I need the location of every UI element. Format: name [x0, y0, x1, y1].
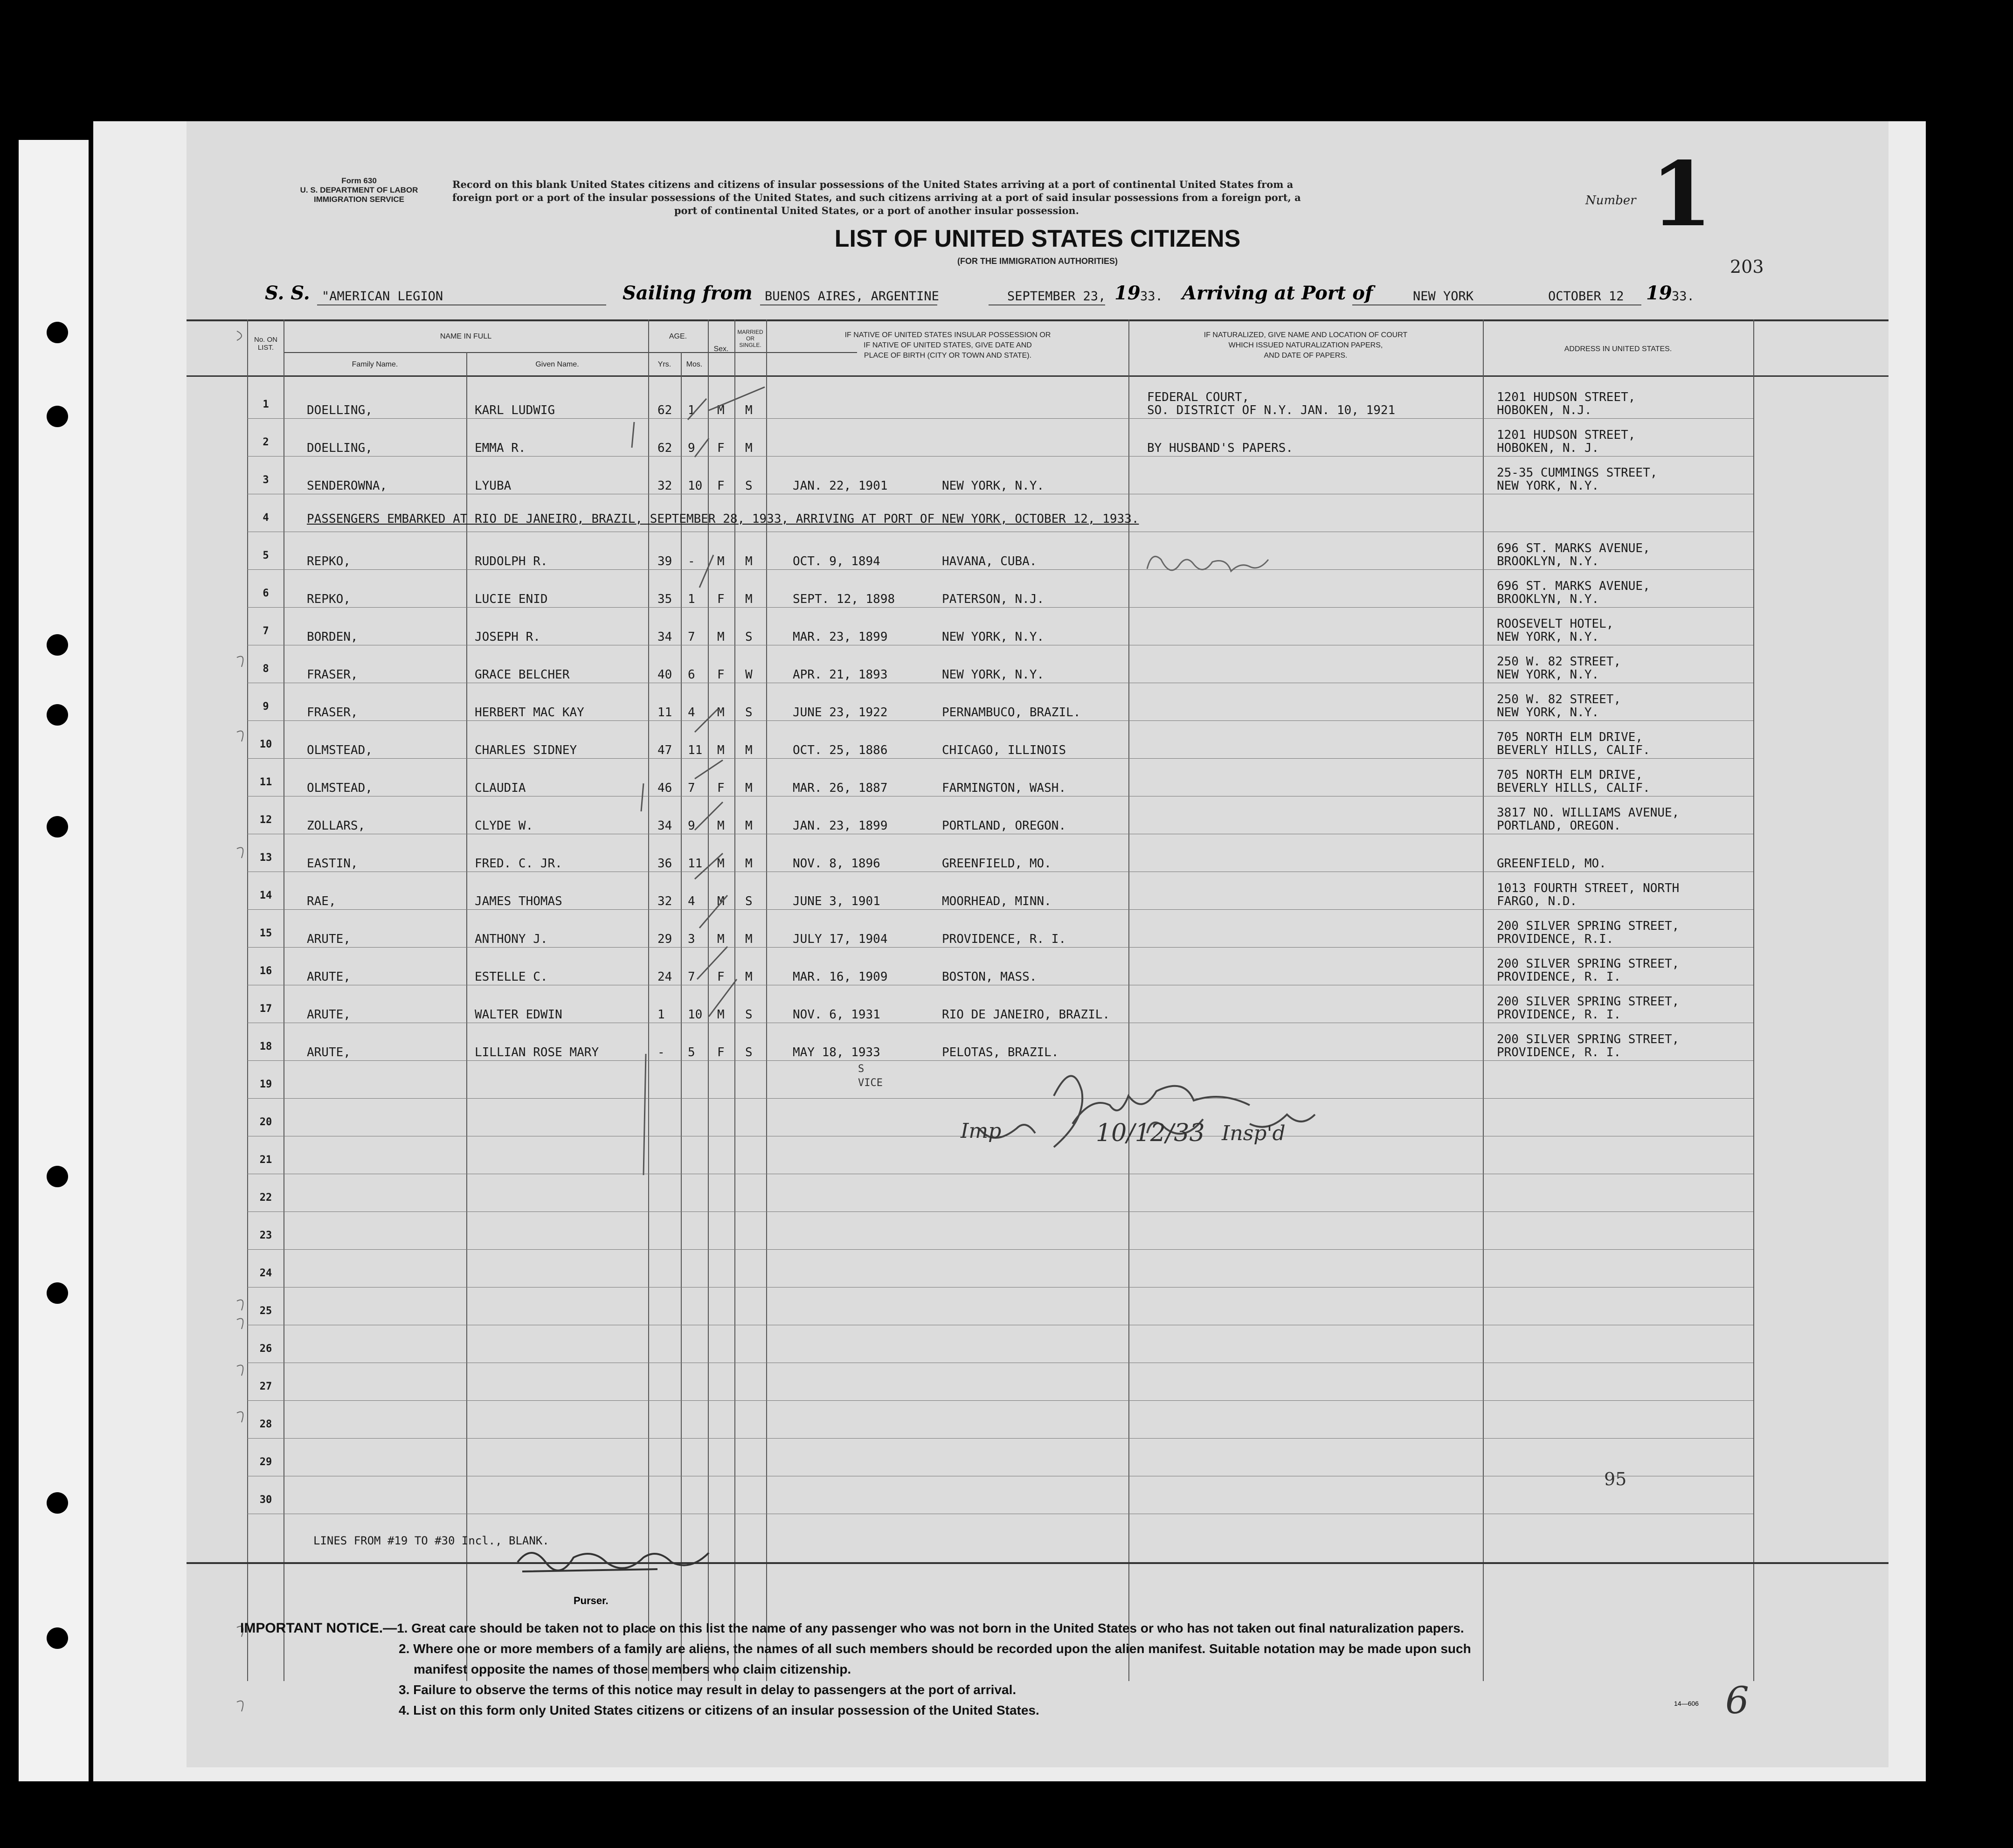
age-months-cell: 10: [688, 1008, 703, 1022]
age-months-cell: 9: [688, 441, 695, 455]
header-nat-line-2: WHICH ISSUED NATURALIZATION PAPERS,: [1228, 341, 1383, 349]
birth-date-cell: MAR. 23, 1899: [793, 630, 888, 644]
address-line-2-cell: PROVIDENCE, R. I.: [1497, 1008, 1621, 1022]
marital-status-cell: S: [745, 479, 753, 493]
address-line-1-cell: 1201 HUDSON STREET,: [1497, 390, 1636, 404]
header-nat-line-3: AND DATE OF PAPERS.: [1264, 352, 1348, 360]
age-years-cell: 34: [657, 630, 672, 644]
header-birth-line-1: IF NATIVE OF UNITED STATES INSULAR POSSESSION OR: [844, 331, 1051, 339]
given-name-cell: LYUBA: [475, 479, 512, 493]
page-ref: 203: [1730, 256, 1764, 277]
sail-year-prefix: 19: [1114, 282, 1141, 304]
birth-place-cell: PORTLAND, OREGON.: [942, 819, 1066, 833]
sex-cell: F: [717, 592, 725, 606]
family-name-cell: OLMSTEAD,: [307, 743, 373, 757]
header-age: AGE.: [669, 332, 687, 340]
address-line-2-cell: NEW YORK, N.Y.: [1497, 479, 1599, 493]
sex-cell: M: [717, 706, 725, 720]
sail-year: 33.: [1140, 289, 1163, 304]
birth-place-cell: PATERSON, N.J.: [942, 592, 1045, 606]
form-id: Form 630: [341, 176, 377, 185]
row-number-cell: 13: [259, 852, 272, 864]
birth-place-cell: PELOTAS, BRAZIL.: [942, 1045, 1059, 1059]
row-number-cell: 3: [263, 474, 269, 486]
address-line-2-cell: PROVIDENCE, R.I.: [1497, 932, 1614, 946]
punch-hole: [47, 704, 68, 726]
address-line-1-cell: 705 NORTH ELM DRIVE,: [1497, 730, 1643, 744]
age-years-cell: 62: [657, 441, 672, 455]
family-name-cell: REPKO,: [307, 554, 351, 568]
family-name-cell: SENDEROWNA,: [307, 479, 387, 493]
sex-cell: M: [717, 932, 725, 946]
row-number-cell: 23: [259, 1230, 272, 1241]
address-line-2-cell: NEW YORK, N.Y.: [1497, 668, 1599, 682]
age-months-cell: 1: [688, 403, 695, 417]
sex-cell: M: [717, 1008, 725, 1022]
family-name-cell: EASTIN,: [307, 857, 358, 871]
row-number-cell: 21: [259, 1154, 272, 1166]
row-number-cell: 7: [263, 625, 269, 637]
birth-place-cell: BOSTON, MASS.: [942, 970, 1037, 984]
row-number-cell: 11: [259, 776, 272, 788]
birth-place-cell: FARMINGTON, WASH.: [942, 781, 1066, 795]
row-number-cell: 24: [259, 1267, 272, 1279]
arriving-label: Arriving at Port of: [1182, 282, 1373, 304]
arrival-year: 33.: [1672, 289, 1695, 304]
birth-date-cell: APR. 21, 1893: [793, 668, 888, 682]
marital-status-cell: M: [745, 554, 753, 568]
marital-status-cell: M: [745, 781, 753, 795]
tally-number: 95: [1604, 1469, 1627, 1489]
given-name-cell: GRACE BELCHER: [475, 668, 570, 682]
row-number-cell: 12: [259, 814, 272, 826]
address-line-1-cell: 250 W. 82 STREET,: [1497, 692, 1621, 706]
handwritten-extra: Insp'd: [1222, 1121, 1286, 1145]
age-months-cell: 4: [688, 706, 695, 720]
row-number-cell: 10: [259, 739, 272, 750]
page-number: 1: [1651, 142, 1713, 246]
address-line-1-cell: 1013 FOURTH STREET, NORTH: [1497, 881, 1680, 895]
instructions-line-1: Record on this blank United States citizens and citizens of insular possessions of the United States arriving at a port of continental United States from a: [452, 179, 1294, 190]
arrival-port: NEW YORK: [1413, 289, 1474, 304]
birth-date-cell: NOV. 8, 1896: [793, 857, 880, 871]
arrival-year-prefix: 19: [1646, 282, 1672, 304]
birth-date-cell: JUNE 3, 1901: [793, 894, 880, 908]
row-number-cell: 2: [263, 436, 269, 448]
given-name-cell: ANTHONY J.: [475, 932, 548, 946]
age-years-cell: 29: [657, 932, 672, 946]
birth-place-cell: NEW YORK, N.Y.: [942, 668, 1045, 682]
row-number-cell: 1: [263, 399, 269, 410]
footer-rule: [187, 1562, 1888, 1564]
row-number-cell: 15: [259, 927, 272, 939]
address-line-2-cell: BEVERLY HILLS, CALIF.: [1497, 781, 1650, 795]
row-number-cell: 4: [263, 512, 269, 524]
age-years-cell: 24: [657, 970, 672, 984]
marital-status-cell: M: [745, 743, 753, 757]
sex-cell: M: [717, 630, 725, 644]
marital-status-cell: W: [745, 668, 753, 682]
address-line-1-cell: ROOSEVELT HOTEL,: [1497, 617, 1614, 631]
age-months-cell: 7: [688, 970, 695, 984]
marital-status-cell: S: [745, 706, 753, 720]
instructions-line-3: port of continental United States, or a port of another insular possession.: [674, 205, 1079, 216]
age-months-cell: 10: [688, 479, 703, 493]
sex-cell: M: [717, 554, 725, 568]
sailing-from-label: Sailing from: [623, 282, 753, 304]
punch-hole: [47, 1282, 68, 1304]
page-subtitle: (FOR THE IMMIGRATION AUTHORITIES): [957, 256, 1118, 266]
stamp-fragment-2: VICE: [858, 1077, 883, 1089]
age-months-cell: 9: [688, 819, 695, 833]
address-line-2-cell: PROVIDENCE, R. I.: [1497, 970, 1621, 984]
header-name-in-full: NAME IN FULL: [440, 332, 492, 340]
given-name-cell: LILLIAN ROSE MARY: [475, 1045, 599, 1059]
address-line-2-cell: BEVERLY HILLS, CALIF.: [1497, 743, 1650, 757]
age-months-cell: 3: [688, 932, 695, 946]
given-name-cell: RUDOLPH R.: [475, 554, 548, 568]
header-address: ADDRESS IN UNITED STATES.: [1564, 345, 1672, 353]
punch-hole: [47, 406, 68, 427]
family-brackets: [237, 331, 243, 1711]
age-months-cell: 1: [688, 592, 695, 606]
arrival-date: OCTOBER 12: [1548, 289, 1624, 304]
instructions-line-2: foreign port or a port of the insular possessions of the United States, and such citizens arriving at a port of said insular possessions from a foreign port, a: [452, 192, 1301, 203]
row-number-cell: 18: [259, 1041, 272, 1052]
important-notice: [240, 1618, 1471, 1721]
birth-place-cell: NEW YORK, N.Y.: [942, 479, 1045, 493]
embarkation-note-cell: PASSENGERS EMBARKED AT RIO DE JANEIRO, BRAZIL, SEPTEMBER 28, 1933, ARRIVING AT PORT OF NEW YORK, OCTOBER 12, 1933.: [307, 512, 1139, 526]
address-line-2-cell: BROOKLYN, N.Y.: [1497, 554, 1599, 568]
family-name-cell: DOELLING,: [307, 441, 373, 455]
age-years-cell: 32: [657, 894, 672, 908]
address-line-2-cell: HOBOKEN, N.J.: [1497, 403, 1592, 417]
binder-strip: [19, 140, 89, 1781]
age-years-cell: 1: [657, 1008, 665, 1022]
family-name-cell: REPKO,: [307, 592, 351, 606]
header-birth-line-3: PLACE OF BIRTH (CITY OR TOWN AND STATE).: [864, 352, 1032, 360]
birth-date-cell: MAY 18, 1933: [793, 1045, 880, 1059]
service: IMMIGRATION SERVICE: [314, 195, 404, 204]
row-number-cell: 30: [259, 1494, 272, 1506]
address-line-1-cell: 1201 HUDSON STREET,: [1497, 428, 1636, 442]
row-number-cell: 6: [263, 588, 269, 599]
age-years-cell: 46: [657, 781, 672, 795]
age-years-cell: 11: [657, 706, 672, 720]
birth-date-cell: NOV. 6, 1931: [793, 1008, 880, 1022]
manifest-page: [187, 121, 1888, 1767]
page-title: LIST OF UNITED STATES CITIZENS: [834, 225, 1241, 252]
family-name-cell: DOELLING,: [307, 403, 373, 417]
birth-place-cell: MOORHEAD, MINN.: [942, 894, 1051, 908]
address-line-1-cell: 250 W. 82 STREET,: [1497, 655, 1621, 669]
header-married-single: MARRIED OR SINGLE.: [737, 329, 763, 348]
address-line-1-cell: 200 SILVER SPRING STREET,: [1497, 1032, 1680, 1046]
birth-date-cell: JULY 17, 1904: [793, 932, 888, 946]
age-years-cell: 34: [657, 819, 672, 833]
row-number-cell: 28: [259, 1419, 272, 1430]
row-number-cell: 26: [259, 1343, 272, 1355]
marital-status-cell: S: [745, 894, 753, 908]
given-name-cell: HERBERT MAC KAY: [475, 706, 584, 720]
family-name-cell: FRASER,: [307, 668, 358, 682]
address-line-1-cell: 25-35 CUMMINGS STREET,: [1497, 466, 1658, 480]
address-line-2-cell: FARGO, N.D.: [1497, 894, 1577, 908]
birth-date-cell: SEPT. 12, 1898: [793, 592, 895, 606]
row-number-cell: 5: [263, 550, 269, 561]
punch-hole: [47, 1492, 68, 1514]
age-months-cell: 11: [688, 743, 703, 757]
given-name-cell: CHARLES SIDNEY: [475, 743, 577, 757]
marital-status-cell: M: [745, 403, 753, 417]
birth-date-cell: OCT. 25, 1886: [793, 743, 888, 757]
row-number-cell: 22: [259, 1192, 272, 1204]
marital-status-cell: M: [745, 819, 753, 833]
birth-place-cell: CHICAGO, ILLINOIS: [942, 743, 1066, 757]
row-number-cell: 19: [259, 1079, 272, 1090]
row-number-cell: 14: [259, 890, 272, 901]
address-line-2-cell: GREENFIELD, MO.: [1497, 857, 1606, 871]
marital-status-cell: M: [745, 592, 753, 606]
header-sex: Sex.: [713, 345, 729, 353]
address-line-1-cell: 705 NORTH ELM DRIVE,: [1497, 768, 1643, 782]
sex-cell: F: [717, 668, 725, 682]
naturalization-line-2-cell: SO. DISTRICT OF N.Y. JAN. 10, 1921: [1147, 403, 1396, 417]
punch-hole: [47, 816, 68, 837]
sex-cell: F: [717, 781, 725, 795]
age-years-cell: -: [657, 1045, 665, 1059]
notice-title: IMPORTANT NOTICE.—: [240, 1620, 397, 1636]
address-line-1-cell: 696 ST. MARKS AVENUE,: [1497, 541, 1650, 555]
marital-status-cell: S: [745, 630, 753, 644]
given-name-cell: CLYDE W.: [475, 819, 533, 833]
given-name-cell: JOSEPH R.: [475, 630, 540, 644]
ship-name: "AMERICAN LEGION: [322, 289, 443, 304]
header-mos: Mos.: [686, 360, 703, 368]
given-name-cell: CLAUDIA: [475, 781, 526, 795]
sex-cell: M: [717, 857, 725, 871]
sex-cell: F: [717, 1045, 725, 1059]
given-name-cell: JAMES THOMAS: [475, 894, 562, 908]
notice-4: 4. List on this form only United States citizens or citizens of an insular possession of the United States.: [399, 1703, 1039, 1717]
family-name-cell: FRASER,: [307, 706, 358, 720]
address-line-1-cell: 200 SILVER SPRING STREET,: [1497, 919, 1680, 933]
punch-hole: [47, 634, 68, 656]
marital-status-cell: M: [745, 970, 753, 984]
lines-blank-note: LINES FROM #19 TO #30 Incl., BLANK.: [313, 1534, 549, 1547]
address-line-2-cell: PORTLAND, OREGON.: [1497, 819, 1621, 833]
age-years-cell: 40: [657, 668, 672, 682]
sex-cell: M: [717, 403, 725, 417]
purser-label: Purser.: [574, 1595, 609, 1606]
row-number-cell: 16: [259, 965, 272, 977]
given-name-cell: EMMA R.: [475, 441, 526, 455]
age-years-cell: 32: [657, 479, 672, 493]
address-line-2-cell: PROVIDENCE, R. I.: [1497, 1045, 1621, 1059]
sex-cell: F: [717, 479, 725, 493]
address-line-1-cell: 200 SILVER SPRING STREET,: [1497, 995, 1680, 1009]
age-months-cell: 11: [688, 857, 703, 871]
marital-status-cell: M: [745, 857, 753, 871]
handwriting-overlay: [187, 121, 1888, 1767]
marital-status-cell: S: [745, 1008, 753, 1022]
birth-place-cell: PERNAMBUCO, BRAZIL.: [942, 706, 1081, 720]
notice-3: 3. Failure to observe the terms of this notice may result in delay to passengers at the port of arrival.: [399, 1682, 1017, 1697]
family-name-cell: RAE,: [307, 894, 336, 908]
given-name-cell: KARL LUDWIG: [475, 403, 555, 417]
age-months-cell: -: [688, 554, 695, 568]
age-years-cell: 36: [657, 857, 672, 871]
family-name-cell: ARUTE,: [307, 1045, 351, 1059]
family-name-cell: ARUTE,: [307, 932, 351, 946]
pen-line: [632, 422, 646, 1175]
birth-place-cell: NEW YORK, N.Y.: [942, 630, 1045, 644]
row-number-cell: 17: [259, 1003, 272, 1015]
header-family-name: Family Name.: [352, 360, 398, 368]
given-name-cell: ESTELLE C.: [475, 970, 548, 984]
row-number-cell: 8: [263, 663, 269, 675]
age-months-cell: 4: [688, 894, 695, 908]
birth-place-cell: GREENFIELD, MO.: [942, 857, 1051, 871]
punch-hole: [47, 322, 68, 343]
address-line-1-cell: 3817 NO. WILLIAMS AVENUE,: [1497, 806, 1680, 820]
stamp-fragment-1: S: [858, 1063, 865, 1075]
age-years-cell: 62: [657, 403, 672, 417]
handwritten-date: 10/12/33: [1096, 1119, 1205, 1147]
age-years-cell: 39: [657, 554, 672, 568]
age-years-cell: 35: [657, 592, 672, 606]
notice-2b: manifest opposite the names of those members who claim citizenship.: [414, 1662, 851, 1676]
sheet-mark: 6: [1725, 1679, 1749, 1722]
sex-cell: M: [717, 743, 725, 757]
punch-hole: [47, 1166, 68, 1187]
family-name-cell: ARUTE,: [307, 970, 351, 984]
birth-date-cell: OCT. 9, 1894: [793, 554, 880, 568]
row-number-cell: 29: [259, 1456, 272, 1468]
birth-date-cell: JAN. 23, 1899: [793, 819, 888, 833]
sex-cell: M: [717, 894, 725, 908]
sex-cell: F: [717, 970, 725, 984]
punch-hole: [47, 1627, 68, 1649]
marital-status-cell: M: [745, 932, 753, 946]
family-name-cell: BORDEN,: [307, 630, 358, 644]
row-number-cell: 20: [259, 1116, 272, 1128]
notice-1: 1. Great care should be taken not to place on this list the name of any passenger who was not born in the United States or who has not taken out final naturalization papers.: [397, 1621, 1464, 1635]
row-number-cell: 25: [259, 1305, 272, 1317]
form-code: 14—606: [1674, 1700, 1699, 1707]
given-name-cell: FRED. C. JR.: [475, 857, 562, 871]
sex-cell: F: [717, 441, 725, 455]
notice-2a: 2. Where one or more members of a family are aliens, the names of all such members should be recorded upon the alien manifest. Suitable notation may be made upon such: [399, 1641, 1471, 1656]
address-line-1-cell: 696 ST. MARKS AVENUE,: [1497, 579, 1650, 593]
family-name-cell: ARUTE,: [307, 1008, 351, 1022]
address-line-1-cell: 200 SILVER SPRING STREET,: [1497, 957, 1680, 971]
address-line-2-cell: NEW YORK, N.Y.: [1497, 706, 1599, 720]
age-years-cell: 47: [657, 743, 672, 757]
handwritten-initial: Imp: [961, 1119, 1002, 1143]
birth-date-cell: JUNE 23, 1922: [793, 706, 888, 720]
given-name-cell: WALTER EDWIN: [475, 1008, 562, 1022]
age-months-cell: 6: [688, 668, 695, 682]
birth-place-cell: PROVIDENCE, R. I.: [942, 932, 1066, 946]
marital-status-cell: M: [745, 441, 753, 455]
naturalization-line-1-cell: FEDERAL COURT,: [1147, 390, 1250, 404]
family-name-cell: ZOLLARS,: [307, 819, 366, 833]
birth-date-cell: MAR. 26, 1887: [793, 781, 888, 795]
sail-date: SEPTEMBER 23,: [1007, 289, 1106, 304]
sailing-from: BUENOS AIRES, ARGENTINE: [765, 289, 939, 304]
address-line-2-cell: BROOKLYN, N.Y.: [1497, 592, 1599, 606]
department: U. S. DEPARTMENT OF LABOR: [300, 186, 418, 194]
naturalization-line-2-cell: BY HUSBAND'S PAPERS.: [1147, 441, 1294, 455]
header-nat-line-1: IF NATURALIZED, GIVE NAME AND LOCATION OF COURT: [1204, 331, 1408, 339]
header-birth-line-2: IF NATIVE OF UNITED STATES, GIVE DATE AND: [864, 341, 1032, 349]
header-given-name: Given Name.: [535, 360, 579, 368]
age-months-cell: 5: [688, 1045, 695, 1059]
number-label: Number: [1585, 194, 1636, 208]
birth-date-cell: JAN. 22, 1901: [793, 479, 888, 493]
header-yrs: Yrs.: [657, 360, 671, 368]
address-line-2-cell: HOBOKEN, N. J.: [1497, 441, 1599, 455]
check-mark: [688, 387, 765, 1017]
birth-place-cell: HAVANA, CUBA.: [942, 554, 1037, 568]
header-no-on-list: No. ON LIST.: [254, 336, 277, 352]
row-number-cell: 9: [263, 701, 269, 713]
age-months-cell: 7: [688, 630, 695, 644]
address-line-2-cell: NEW YORK, N.Y.: [1497, 630, 1599, 644]
sex-cell: M: [717, 819, 725, 833]
age-months-cell: 7: [688, 781, 695, 795]
given-name-cell: LUCIE ENID: [475, 592, 548, 606]
check-marks: [632, 387, 765, 1175]
ss-label: S. S.: [265, 282, 310, 304]
marital-status-cell: S: [745, 1045, 753, 1059]
birth-date-cell: MAR. 16, 1909: [793, 970, 888, 984]
family-name-cell: OLMSTEAD,: [307, 781, 373, 795]
birth-place-cell: RIO DE JANEIRO, BRAZIL.: [942, 1008, 1110, 1022]
row-number-cell: 27: [259, 1381, 272, 1392]
